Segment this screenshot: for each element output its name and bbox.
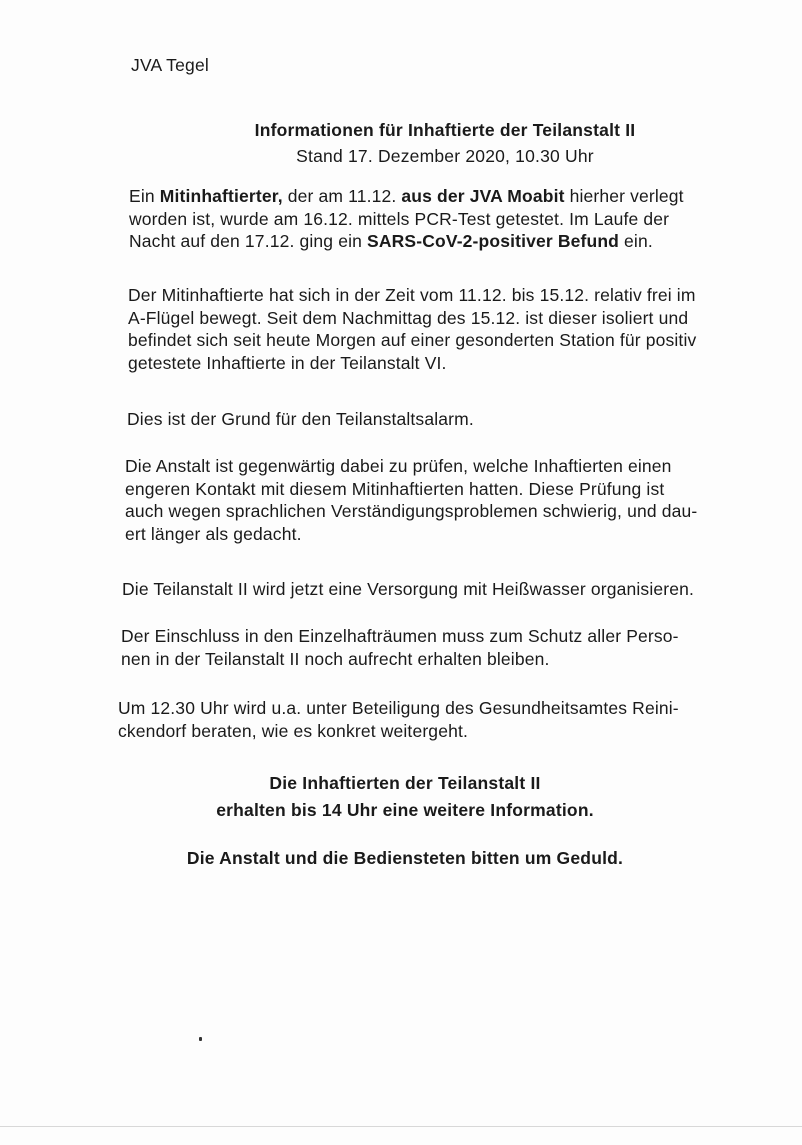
paragraph-line: Dies ist der Grund für den Teilanstaltsalarm. (127, 409, 474, 429)
paragraph-line: Der Einschluss in den Einzelhafträumen muss zum Schutz aller Perso- (121, 626, 679, 646)
paragraph-hot-water (122, 578, 694, 601)
bold-text: aus der JVA Moabit (401, 186, 565, 206)
text-span: hierher verlegt (564, 186, 684, 206)
scan-speck (199, 1037, 202, 1041)
paragraph-line: Der Mitinhaftierte hat sich in der Zeit vom 11.12. bis 15.12. relativ frei im (128, 285, 696, 305)
closing-line-1: Die Inhaftierten der Teilanstalt II (269, 773, 541, 793)
paragraph-line: auch wegen sprachlichen Verständigungsproblemen schwierig, und dau- (125, 501, 698, 521)
paragraph-line: worden ist, wurde am 16.12. mittels PCR-Test getestet. Im Laufe der (129, 208, 670, 229)
paragraph-line: Um 12.30 Uhr wird u.a. unter Beteiligung des Gesundheitsamtes Reini- (118, 698, 679, 718)
bold-text: SARS-CoV-2-positiver Befund (367, 231, 620, 251)
paragraph-line: getestete Inhaftierte in der Teilanstalt VI. (128, 352, 447, 373)
bold-text: Mitinhaftierter, (159, 186, 283, 206)
paragraph-line: A-Flügel bewegt. Seit dem Nachmittag des 15.12. ist dieser isoliert und (128, 307, 689, 328)
closing-line-3: Die Anstalt und die Bediensteten bitten um Geduld. (186, 848, 624, 868)
paragraph-line (129, 185, 684, 208)
page-edge-line (0, 1126, 802, 1127)
paragraph-transfer (129, 185, 684, 253)
paragraph-line: Die Teilanstalt II wird jetzt eine Versorgung mit Heißwasser organisieren. (122, 579, 694, 599)
paragraph-contact-check (125, 455, 697, 545)
paragraph-movement (128, 284, 696, 374)
paragraph-line: ckendorf beraten, wie es konkret weitergeht. (118, 720, 468, 741)
text-span: Nacht auf den 17.12. ging ein (129, 231, 368, 251)
paragraph-line: nen in der Teilanstalt II noch aufrecht erhalten bleiben. (121, 648, 550, 669)
paragraph-line: befindet sich seit heute Morgen auf einer gesonderten Station für positiv (128, 330, 697, 350)
text-span: Ein (129, 186, 160, 206)
closing-line-2: erhalten bis 14 Uhr eine weitere Information. (216, 800, 594, 820)
document-title: Informationen für Inhaftierte der Teilanstalt II (254, 120, 636, 140)
status-line: Stand 17. Dezember 2020, 10.30 Uhr (296, 146, 594, 166)
paragraph-line (129, 230, 684, 253)
paragraph-line: engeren Kontakt mit diesem Mitinhaftierten hatten. Diese Prüfung ist (125, 478, 665, 499)
paragraph-meeting (118, 697, 679, 742)
text-span: ein. (619, 231, 653, 251)
text-span: der am 11.12. (282, 186, 402, 206)
paragraph-alarm-reason (127, 408, 474, 431)
paragraph-line: ert länger als gedacht. (125, 523, 302, 544)
paragraph-lockdown (121, 625, 679, 670)
paragraph-line: Die Anstalt ist gegenwärtig dabei zu prüfen, welche Inhaftierten einen (125, 456, 672, 476)
sender-label: JVA Tegel (131, 55, 210, 75)
